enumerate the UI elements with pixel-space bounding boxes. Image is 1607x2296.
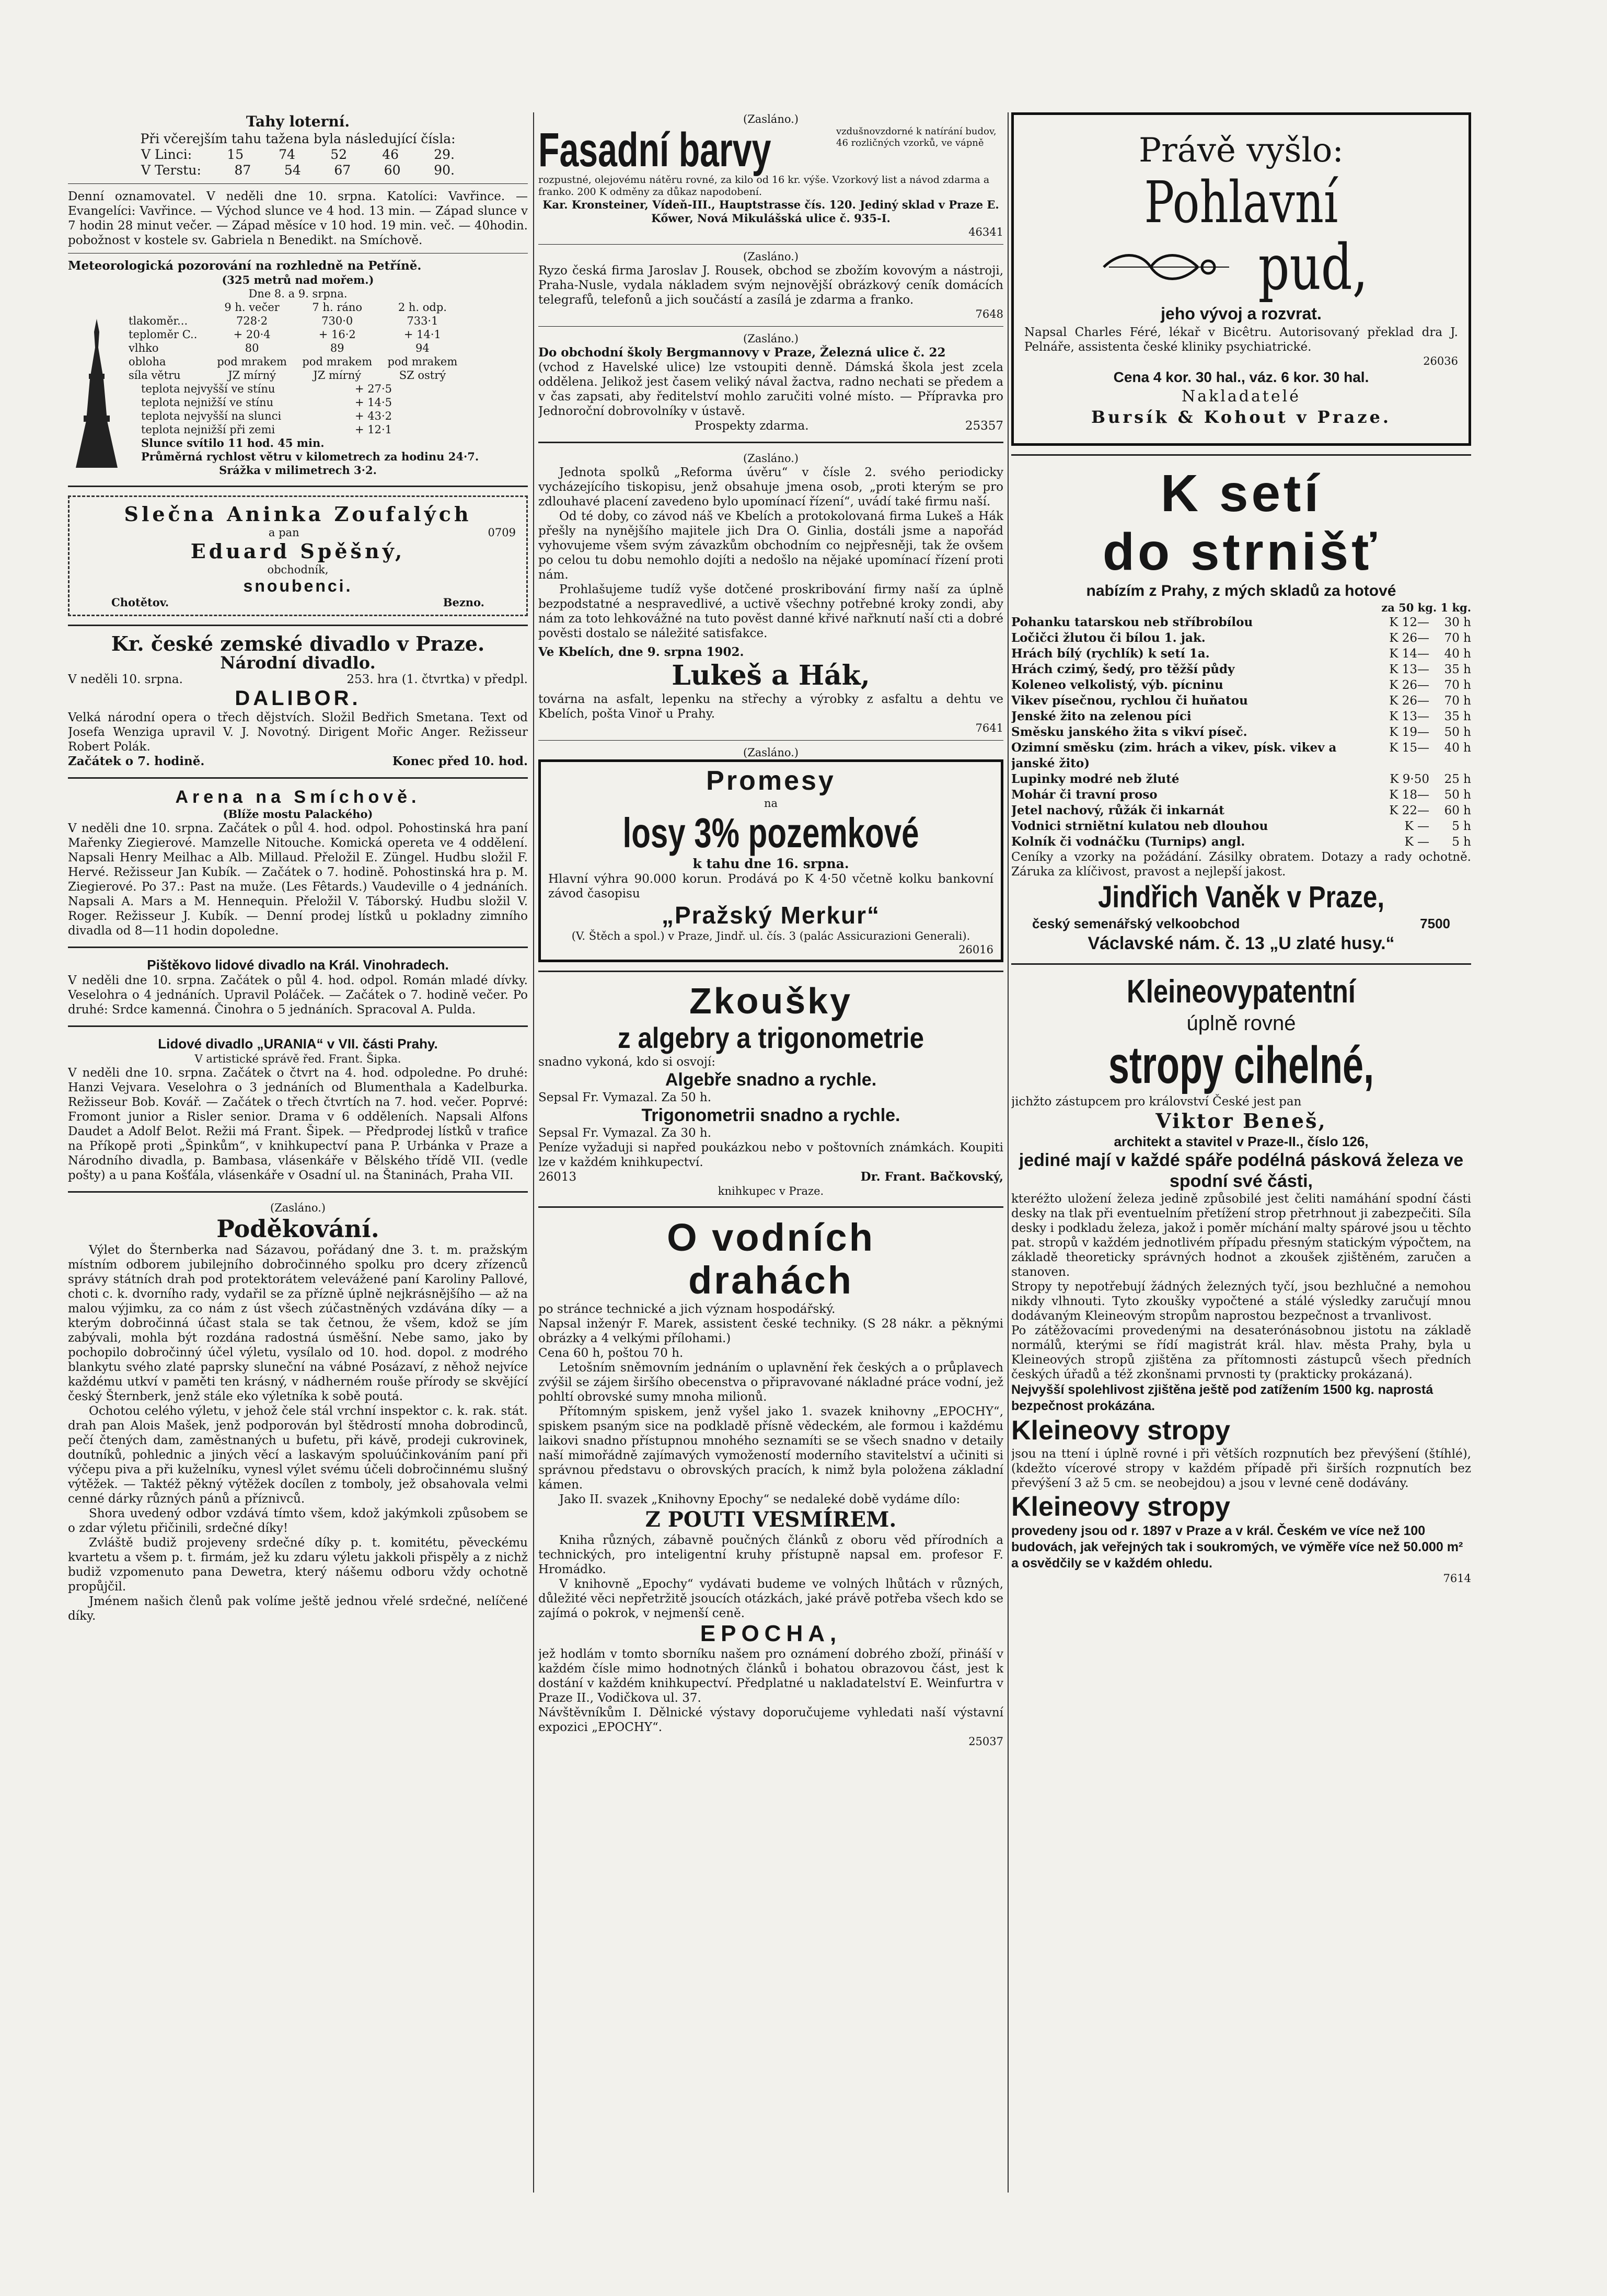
promesy-ad bbox=[538, 759, 1003, 962]
reforma-label: (Zasláno.) bbox=[743, 452, 799, 465]
price-value: K 14— bbox=[1389, 647, 1429, 661]
facade-num: 46341 bbox=[968, 226, 1003, 238]
promesy-firm: „Pražský Merkur“ bbox=[661, 902, 881, 929]
thanks-body: Výlet do Šternberka nad Sázavou, pořádaný dne 3. t. m. pražským místním odborem jubilejního dobročinného spolku pro dcery zřízenců správy státních drah pod protektorátem velevážené paní Karoliny Pallové, choti c. k. dvorního rady, vydařil se za přízně úplně nejkrásnějšího — až na malou výjimku, za co nám z úst všech zúčastněných vzdávána díky — a kterým dobročinná účast stala se tak četnou, že všem, kdož se jím zabývali, mohla být rozdána radostná úsměšní. Nebe samo, jako by pochopilo dobročinný účel výletu, vysílalo od 10. hod. dopol. z modrého blankytu svého zlaté paprsky sluneční na vábné Posázaví, z něhož nejvíce každému utkví v paměti ten krásný, v nádherném rouše přírody se skvějící český Šternberk, jenž stále eko výletníka k sobě poutá. bbox=[68, 1243, 528, 1403]
engagement-bride: Slečna Aninka Zoufalých bbox=[124, 502, 472, 526]
price-value: K 13— bbox=[1389, 663, 1429, 676]
lottery-num: 52 bbox=[330, 147, 348, 162]
ornament-icon bbox=[1099, 246, 1234, 290]
lottery-num: 90. bbox=[434, 163, 455, 178]
price-unit: 50 h bbox=[1444, 788, 1471, 802]
vodni-price: Cena 60 h, poštou 70 h. bbox=[538, 1346, 684, 1360]
thanks-body: Zvláště budiž projeveny srdečné díky p. t. komitétu, pěveckému kvartetu a všem p. t. firmám, jež ku zdaru výletu jakkoli přispěly a z nichž budiž vzpomenuto pana Dewetra, který nášemu odboru vždy ochotně propůjčil. bbox=[68, 1536, 528, 1594]
price-item: Hrách bílý (rychlík) k setí 1a. bbox=[1011, 647, 1210, 661]
promesy-price: Hlavní výhra 90.000 korun. Prodává po K 4·50 včetně kolku bankovní závod časopisu bbox=[548, 872, 993, 901]
price-row bbox=[1011, 693, 1471, 709]
pohlavni-sub: jeho vývoj a rozvrat. bbox=[1161, 304, 1322, 323]
weather-value: 80 bbox=[245, 342, 259, 354]
price-value: K 26— bbox=[1389, 631, 1429, 645]
lottery-city: V Linci: bbox=[141, 147, 192, 162]
urania-body: V neděli dne 10. srpna. Začátek o čtvrt na 4. hod. odpoledne. Po druhé: Hanzi Vejvara. Veselohra o 3 jednáních od Blumenthala a Kadelburka. Režisseur Bob. Kovář. — Začátek o třech čtvrtích na 7. hod. večer. Poprvé: Fromont junior a Risler senior. Drama v 6 odděleních. Napsali Alfons Daudet a Adolf Belot. Režii má Frant. Šipek. — Předprodej lístků v trafice na Příkopě proti „Špinkům“, v knihkupectví pana P. Urbánka v Praze a Národního divadla, p. Bambasa, vlásenkáře v Bělského třídě VII. (vedle pošty) a u pana Košťála, vlásenkáře v Osadní ul. na Štaninách, Praha VII. bbox=[68, 1066, 528, 1182]
promesy-title: Promesy bbox=[706, 766, 836, 796]
seti-price-list bbox=[1011, 615, 1471, 850]
pohlavni-heading: Právě vyšlo: bbox=[1139, 131, 1344, 170]
price-item: Mohár či travní proso bbox=[1011, 788, 1158, 802]
price-row bbox=[1011, 803, 1471, 818]
price-row bbox=[1011, 630, 1471, 646]
zkousky-num: 26013 bbox=[538, 1170, 577, 1184]
column-rule bbox=[533, 112, 534, 2193]
kleine-h5: Kleineovy stropy bbox=[1011, 1492, 1231, 1522]
engagement-place: Bezno. bbox=[443, 596, 484, 609]
weather-row-label: vlhko bbox=[129, 342, 159, 354]
pohlavni-pub: Nakladatelé bbox=[1181, 387, 1301, 406]
price-row bbox=[1011, 709, 1471, 724]
lottery-num: 46 bbox=[382, 147, 399, 162]
promesy-addr: (V. Štěch a spol.) v Praze, Jindř. ul. čís. 3 (palác Assicurazioni Generali). bbox=[571, 930, 970, 942]
price-unit: 50 h bbox=[1444, 725, 1471, 739]
pistek-title: Pištěkovo lidové divadlo na Král. Vinohradech. bbox=[147, 957, 449, 973]
promesy-draw: k tahu dne 16. srpna. bbox=[692, 856, 849, 871]
arena-subtitle: (Blíže mostu Palackého) bbox=[223, 807, 373, 821]
vodni-epocha: EPOCHA, bbox=[700, 1621, 842, 1646]
arena-title: Arena na Smíchově. bbox=[175, 787, 421, 807]
price-value: K 22— bbox=[1389, 804, 1429, 817]
price-item: Ozimní směsku (zim. hrách a vikev, písk. vikev a janské žito) bbox=[1011, 741, 1337, 770]
thanks-body: Ochotou celého výletu, v jehož čele stál vrchní inspektor c. k. rak. stát. drah pan Alois Mašek, jenž podporován byl štědrostí mnoha dobrodinců, pečí čtených dam, zaměstnaných u bufetu, při kávě, prodeji cukrovinek, doutníků, pohlednic a jiných věcí a laskavým spoluúčinkováním paní při výčepu piva a při kuželníku, vynesl výlet svému účeli dobročinnému slušný výtěžek. — Taktéž pěkný výtěžek docílen z tomboly, jež obsahovala velmi cenné dárky různých pánů a příznivců. bbox=[68, 1404, 528, 1506]
school-num: 25357 bbox=[965, 419, 1003, 433]
price-item: Lupinky modré neb žluté bbox=[1011, 772, 1180, 786]
school-label: (Zasláno.) bbox=[743, 332, 799, 345]
seti-title: do strnišť bbox=[1102, 523, 1380, 581]
price-unit: 25 h bbox=[1444, 772, 1471, 786]
thanks-label: (Zasláno.) bbox=[270, 1202, 326, 1214]
vodni-pouti: Z POUTI VESMÍREM. bbox=[645, 1507, 897, 1532]
column-right bbox=[1011, 112, 1471, 2193]
weather-stat-value: + 12·1 bbox=[354, 423, 392, 436]
pohlavni-ad bbox=[1011, 112, 1471, 446]
price-item: Hrách czimý, šedý, pro těžší půdy bbox=[1011, 662, 1235, 676]
lottery-num: 54 bbox=[284, 163, 301, 178]
weather-wind: Průměrná rychlost větru v kilometrech za hodinu 24·7. bbox=[141, 450, 479, 463]
theater-subtitle: Národní divadlo. bbox=[220, 653, 376, 673]
price-value: K 26— bbox=[1389, 678, 1429, 692]
seti-foot: Ceníky a vzorky na požádání. Zásilky obratem. Dotazy a rady ochotně. Záruka za klíčivost, pravost a nejlepší jakost. bbox=[1011, 850, 1471, 879]
weather-row-label: tlakoměr... bbox=[129, 315, 188, 327]
column-left bbox=[68, 112, 528, 2193]
facade-contact: Kar. Kronsteiner, Vídeň-III., Hauptstrasse čís. 120. Jediný sklad v Praze E. Kőwer, Nová Mikulášská ulice č. 935-I. bbox=[542, 198, 999, 225]
weather-sun: Slunce svítilo 11 hod. 45 min. bbox=[141, 436, 325, 449]
vodni-sub: po stránce technické a jich význam hospodářský. bbox=[538, 1302, 836, 1316]
lottery-intro: Při včerejším tahu tažena byla následující čísla: bbox=[140, 131, 456, 146]
vodni-title: drahách bbox=[688, 1259, 853, 1302]
seti-title: K setí bbox=[1160, 464, 1322, 523]
price-value: K 26— bbox=[1389, 694, 1429, 708]
lottery-num: 15 bbox=[227, 147, 244, 162]
zkousky-title: Zkoušky bbox=[689, 980, 852, 1021]
price-unit: 30 h bbox=[1444, 616, 1471, 629]
reforma-body: Jednota spolků „Reforma úvěru“ v čísle 2. svého periodicky vycházejícího tiskopisu, jenž obsahuje jmena osob, „proti kterým se pro zdlouhavé placení zavedeno bylo upomínací řízení“, uvádí také firmu naší. bbox=[538, 466, 1003, 509]
weather-stat-label: teplota nejvyšší na slunci bbox=[141, 410, 282, 422]
price-row bbox=[1011, 724, 1471, 740]
lottery-num: 74 bbox=[279, 147, 296, 162]
weather-stat-value: + 14·5 bbox=[354, 396, 392, 409]
weather-stat-label: teplota nejnižší ve stínu bbox=[141, 396, 274, 409]
kleine-name-role: architekt a stavitel v Praze-II., číslo 126, bbox=[1114, 1134, 1369, 1149]
kleine-big: stropy cihelné, bbox=[1108, 1036, 1374, 1094]
vodni-num: 25037 bbox=[968, 1735, 1003, 1748]
engagement-groom: Eduard Spěšný, bbox=[190, 539, 406, 563]
vodni-body: V knihovně „Epochy“ vydávati budeme ve volných lhůtách v různých, důležité věci nepřetržitě jsoucích otázkách, jaké právě potřeba všech kdo se zajímá o pokrok, v nejmenší ceně. bbox=[538, 1577, 1003, 1620]
reforma-firm: Lukeš a Hák, bbox=[672, 660, 870, 691]
weather-value: 733·1 bbox=[407, 315, 438, 327]
vodni-author: Napsal inženýr F. Marek, assistent české techniky. (S 28 nákr. a pěknými obrázky a 4 velkými přílohami.) bbox=[538, 1317, 1003, 1345]
kleine-body: Po zátěžovacími provedenými na desaterónásobnou jistotu na základě normálů, kterými se řídí magistrát král. hlav. města Prahy, byla u Kleineových stropů zjištěna za přítomnosti zástupců všech předních českých úřadů a též zkonšnami prvnosti ty (prakticky prokázaná). bbox=[1011, 1324, 1471, 1381]
urania-title: Lidové divadlo „URANIA“ v VII. části Prahy. bbox=[158, 1036, 438, 1052]
price-row bbox=[1011, 787, 1471, 803]
rousek-label: (Zasláno.) bbox=[743, 250, 799, 263]
lottery-num: 87 bbox=[234, 163, 251, 178]
zkousky-line: snadno vykoná, kdo si osvojí: bbox=[538, 1055, 715, 1069]
vodni-body: jež hodlám v tomto sborníku našem pro oznámení dobrého zboží, přináší v každém čísle mimo hodnotných článků i bohatou obrazovou část, jest k dostání v každém knihkupectví. Předplatné u nakladatelství E. Weinfurtra v Praze II., Vodičkova ul. 37. bbox=[538, 1647, 1003, 1705]
promesy-label: (Zasláno.) bbox=[743, 746, 799, 759]
zkousky-author-role: knihkupec v Praze. bbox=[718, 1185, 824, 1197]
weather-value: pod mrakem bbox=[302, 355, 373, 368]
weather-col-header: 9 h. večer bbox=[224, 301, 280, 314]
reforma-sub: továrna na asfalt, lepenku na střechy a výrobky z asfaltu a dehtu ve Kbelích, pošta Vinoř u Prahy. bbox=[538, 693, 1003, 721]
kleine-name: Viktor Beneš, bbox=[1155, 1109, 1327, 1133]
zkousky-author: Dr. Frant. Bačkovský, bbox=[860, 1170, 1003, 1184]
arena-body: V neděli dne 10. srpna. Začátek o půl 4. hod. odpol. Pohostinská hra paní Mařenky Ziegierové. Mamzelle Nitouche. Komická opereta ve 4 oddělení. Napsali Henry Meilhac a Alb. Millaud. Přeložil E. Züngel. Hudbu složil F. Hervé. Režisseur Jan Kubík. — Začátek o 7. hodině. Pohostinská hra p. M. Ziegierové. Po 37.: Past na muže. (Les Fêtards.) Vaudeville o 4 jednáních. Napsali A. Mars a M. Hennequin. Přeložil V. Táborský. Hudbu složil V. Roger. Režisseur J. Kubík. — Denní prodej lístků u pokladny zimního divadla od 8—11 hodin dopoledne. bbox=[68, 822, 528, 938]
theater-end: Konec před 10. hod. bbox=[392, 754, 528, 768]
zkousky-body: Peníze vyžaduji si napřed poukázkou nebo v poštovních známkách. Koupiti lze v každém knihkupectví. bbox=[538, 1141, 1003, 1169]
lottery-city: V Terstu: bbox=[141, 163, 201, 178]
promesy-big: losy 3% pozemkové bbox=[622, 810, 919, 856]
weather-value: + 14·1 bbox=[403, 328, 441, 341]
weather-title: Meteorologická pozorování na rozhledně na Petříně. bbox=[68, 259, 422, 273]
daily-notice: Denní oznamovatel. V neděli dne 10. srpna. Katolíci: Vavřince. — Evangelíci: Vavřince. — Východ slunce ve 4 hod. 13 min. — Západ slunce v 7 hodin 28 minut večer. — Západ měsíce v 10 hod. 19 min. več. — 40hodin. pobožnost v kostele sv. Gabriela n Benedikt. na Smíchově. bbox=[68, 190, 528, 247]
kleine-highlight: jediné mají v každé spáře podélná pásková železa ve spodní své části, bbox=[1019, 1150, 1464, 1191]
engagement-place: Chotětov. bbox=[111, 596, 169, 609]
price-value: K — bbox=[1404, 835, 1429, 849]
price-unit: 5 h bbox=[1452, 820, 1471, 833]
facade-label: (Zasláno.) bbox=[743, 113, 799, 125]
price-row bbox=[1011, 740, 1471, 771]
price-item: Vikev písečnou, rychlou či huňatou bbox=[1011, 694, 1248, 708]
seti-addr: Václavské nám. č. 13 „U zlaté husy.“ bbox=[1088, 933, 1395, 953]
rousek-num: 7648 bbox=[975, 308, 1003, 320]
kleine-body: kteréžto uložení železa jedině způsobilé jest čeliti namáhání spodní části desky na tlak při eventuelním přetížení strop přetrhnout ji zabezpečiti. Síla desky i podkladu železa, jakož i poměr míchání malty spárové jsou u těchto pat. stropů v každém jednotlivém případu přesným statickým výpočtem, na základě theoreticky správných hodnot a zkoušek zjištěném, zaručen a stanoven. bbox=[1011, 1192, 1471, 1279]
price-value: K 9·50 bbox=[1390, 772, 1429, 786]
theater-play: DALIBOR. bbox=[235, 687, 361, 710]
pohlavni-price: Cena 4 kor. 30 hal., váz. 6 kor. 30 hal. bbox=[1113, 369, 1369, 385]
lottery-title: Tahy loterní. bbox=[246, 113, 350, 130]
thanks-body: Shora uvedený odbor vzdává tímto všem, kdož jakýmkoli způsobem se o zdar výletu přičinili, srdečné díky! bbox=[68, 1507, 528, 1535]
price-unit: 70 h bbox=[1444, 694, 1471, 708]
kleine-body: jsou na ttení i úplně rovné i při větších rozpnutích bez převýšení (štíhlé), (kdežto vícerové stropy v každém případě při širších rozpnutích bez převýšení 3 až 5 cm. se neobejdou) a jsou v levné ceně dodávány. bbox=[1011, 1447, 1471, 1490]
price-unit: 70 h bbox=[1444, 678, 1471, 692]
vodni-body: Jako II. svazek „Knihovny Epochy“ se nedaleké době vydáme dílo: bbox=[559, 1493, 961, 1506]
theater-title: Kr. české zemské divadlo v Praze. bbox=[111, 632, 485, 655]
zkousky-line: Sepsal Fr. Vymazal. Za 50 h. bbox=[538, 1091, 712, 1104]
kleine-sub: úplně rovné bbox=[1186, 1012, 1296, 1035]
weather-value: pod mrakem bbox=[387, 355, 458, 368]
price-item: Koleneo velkolistý, výb. pícninu bbox=[1011, 678, 1223, 692]
vodni-body: Návštěvníkům I. Dělnické výstavy doporučujeme vyhledati naší výstavní expozici „EPOCHY“. bbox=[538, 1706, 1003, 1734]
price-unit: 35 h bbox=[1444, 663, 1471, 676]
reforma-body: Prohlašujeme tudíž vyše dotčené proskribování firmy naší za úplně bezpodstatné a nespravedlivé, a uctivě všechny potřebné kroky zondi, aby nám za toto lehkovážné na tuto pověst danné křivé nařknutí naší cti a dobré pověsti dostalo se náležité satisfakce. bbox=[538, 583, 1003, 640]
price-item: Jetel nachový, růžák či inkarnát bbox=[1011, 803, 1224, 817]
school-body: (vchod z Havelské ulice) lze vstoupiti denně. Dámská škola jest zcela oddělena. Jelikož jest časem veliký nával žactva, radno nechati se předem a v čas zapsati, aby ředitelství mohlo zaručiti volné místo. — Přípravka pro Jednoroční dobrovolníky v ústavě. bbox=[538, 361, 1003, 418]
facade-title: Fasadní barvy bbox=[538, 123, 771, 177]
engagement-heading: snoubenci. bbox=[243, 576, 353, 595]
price-value: K 19— bbox=[1389, 725, 1429, 739]
weather-stat-label: teplota nejvyšší ve stínu bbox=[141, 383, 275, 395]
pohlavni-title: Pohlavní bbox=[1144, 169, 1338, 236]
facade-side: vzdušnovzdorné k natírání budov, 46 rozličných vzorků, ve vápně bbox=[836, 126, 997, 148]
lottery-num: 60 bbox=[384, 163, 401, 178]
thanks-body: Jménem našich členů pak volíme ještě jednou vřelé srdečné, nelíčené díky. bbox=[68, 1595, 528, 1623]
pohlavni-num: 26036 bbox=[1423, 355, 1458, 367]
price-row bbox=[1011, 646, 1471, 662]
price-value: K 18— bbox=[1389, 788, 1429, 802]
weather-rain: Srážka v milimetrech 3·2. bbox=[219, 464, 377, 477]
weather-col-header: 7 h. ráno bbox=[312, 301, 363, 314]
engagement-notice bbox=[68, 495, 528, 616]
kleine-title: Kleineovypatentní bbox=[1127, 974, 1356, 1010]
price-row bbox=[1011, 662, 1471, 677]
price-value: K — bbox=[1404, 820, 1429, 833]
weather-elevation: (325 metrů nad mořem.) bbox=[222, 273, 374, 286]
price-unit: 40 h bbox=[1444, 647, 1471, 661]
price-item: Ločičci žlutou či bílou 1. jak. bbox=[1011, 631, 1206, 645]
seti-intro: nabízím z Prahy, z mých skladů za hotové bbox=[1086, 582, 1396, 599]
kleine-h4: Kleineovy stropy bbox=[1011, 1415, 1231, 1446]
price-value: K 13— bbox=[1389, 710, 1429, 723]
lottery-num: 29. bbox=[434, 147, 455, 162]
price-unit: 70 h bbox=[1444, 631, 1471, 645]
weather-col-header: 2 h. odp. bbox=[398, 301, 447, 314]
vodni-title: O vodních bbox=[667, 1216, 875, 1259]
price-value: K 12— bbox=[1389, 616, 1429, 629]
vodni-body: Letošním sněmovním jednáním o uplavnění řek českých a o průplavech zvýšil se zájem širšího obecenstva o připravované nákladné práce vodní, jež pohltí obrovské sumy mnoha milionů. bbox=[538, 1361, 1003, 1404]
reforma-num: 7641 bbox=[975, 722, 1003, 734]
column-rule bbox=[1008, 112, 1009, 2193]
price-item: Vodnici strniětní kulatou neb dlouhou bbox=[1011, 819, 1268, 833]
zkousky-book: Trigonometrii snadno a rychle. bbox=[641, 1105, 900, 1125]
weather-value: JZ mírný bbox=[313, 369, 362, 382]
price-item: Směsku janského žita s vikví píseč. bbox=[1011, 725, 1247, 739]
promesy-num: 26016 bbox=[958, 943, 993, 956]
theater-start: Začátek o 7. hodině. bbox=[68, 754, 205, 768]
pohlavni-pub-name: Bursík & Kohout v Praze. bbox=[1091, 407, 1391, 427]
price-item: Pohanku tatarskou neb stříbrobílou bbox=[1011, 615, 1253, 629]
vodni-body: Kniha různých, zábavně poučných článků z oboru věd přírodních a technických, pro inteligentní kruhy přístupně napsal em. profesor F. Hromádko. bbox=[538, 1533, 1003, 1576]
pistek-body: V neděli dne 10. srpna. Začátek o půl 4. hod. odpol. Román mladé dívky. Veselohra o 4 jednáních. Upravil Poláček. — Začátek o 7. hodině večer. Po druhé: Srdce kamenná. Činohra o 5 jednáních. Spracoval A. Pulda. bbox=[68, 974, 528, 1017]
price-unit: 5 h bbox=[1452, 835, 1471, 849]
weather-table bbox=[125, 301, 465, 382]
pohlavni-title-2: pud, bbox=[1258, 232, 1368, 304]
kleine-body: Nejvyšší spolehlivost zjištěna ještě pod zatížením 1500 kg. naprostá bezpečnost prokázána. bbox=[1011, 1382, 1433, 1413]
weather-value: SZ ostrý bbox=[399, 369, 446, 382]
vodni-body: Přítomným spiskem, jenž vyšel jako 1. svazek knihovny „EPOCHY“, spiskem psaným sice na podkladě přísně vědeckém, ale formou i každému laikovi snadno přístupnou mnohého seznamíti se se všech snadno v detaily naší mimořádně zajímavých vymožeností moderního stavitelství a učiniti si správnou představu o obrovských pracích, k nimž byla položena základní kámen. bbox=[538, 1405, 1003, 1492]
zkousky-book: Algebře snadno a rychle. bbox=[665, 1070, 877, 1090]
zkousky-line: Sepsal Fr. Vymazal. Za 30 h. bbox=[538, 1126, 712, 1140]
price-unit: 35 h bbox=[1444, 710, 1471, 723]
price-row bbox=[1011, 615, 1471, 630]
kleine-body: Stropy ty nepotřebují žádných železných tyčí, jsou bezhlučné a nemohou nikdy vlhnouti. Tyto zkoušky vypočtené a stálé výsledky zaručují mnou dodávaným Kleineovým stropům naprostou bezpečnost a trvanlivost. bbox=[1011, 1280, 1471, 1323]
reforma-body: Od té doby, co závod náš ve Kbelích a protokolovaná firma Lukeš a Hák přešly na nynějšího majitele jich Dra O. Ginlia, dostáli jsme a napořád vyhovujeme všem svým závazkům obchodním co nejpřesněji, tak že ovšem po celou tu dobu nemohlo dojíti a nedošlo na nějaké upomínací řízení proti nám. bbox=[538, 510, 1003, 582]
theater-perf: 253. hra (1. čtvrtka) v předpl. bbox=[346, 673, 528, 686]
school-prospects: Prospekty zdarma. bbox=[695, 419, 809, 433]
tower-illustration bbox=[68, 316, 125, 473]
price-row bbox=[1011, 771, 1471, 787]
price-unit: 40 h bbox=[1444, 741, 1471, 755]
thanks-title: Poděkování. bbox=[216, 1215, 379, 1243]
engagement-pan: a pan bbox=[268, 526, 299, 539]
seti-firm-role: český semenářský velkoobchod bbox=[1032, 916, 1240, 931]
weather-stat-value: + 27·5 bbox=[354, 383, 392, 395]
price-row bbox=[1011, 818, 1471, 834]
kleine-rep: jichžto zástupcem pro království České jest pan bbox=[1011, 1095, 1302, 1109]
seti-firm: Jindřich Vaněk v Praze, bbox=[1097, 880, 1385, 914]
weather-value: pod mrakem bbox=[217, 355, 287, 368]
weather-value: + 16·2 bbox=[318, 328, 356, 341]
seti-num: 7500 bbox=[1420, 916, 1450, 931]
engagement-num: 0709 bbox=[488, 526, 516, 539]
weather-stat-value: + 43·2 bbox=[354, 410, 392, 422]
price-row bbox=[1011, 834, 1471, 850]
school-title: Do obchodní školy Bergmannovy v Praze, Železná ulice č. 22 bbox=[538, 345, 946, 360]
reforma-place: Ve Kbelích, dne 9. srpna 1902. bbox=[538, 645, 744, 659]
price-row bbox=[1011, 677, 1471, 693]
price-item: Jenské žito na zelenou píci bbox=[1011, 709, 1192, 723]
weather-value: + 20·4 bbox=[233, 328, 271, 341]
weather-value: 730·0 bbox=[321, 315, 353, 327]
weather-value: JZ mírný bbox=[228, 369, 276, 382]
column-middle bbox=[538, 112, 1003, 2193]
pohlavni-body: Napsal Charles Féré, lékař v Bicêtru. Autorisovaný překlad dra J. Pelnáře, assistenta české kliniky psychiatrické. bbox=[1024, 326, 1458, 354]
theater-date: V neděli 10. srpna. bbox=[68, 673, 183, 686]
rousek-body: Ryzo česká firma Jaroslav J. Rousek, obchod se zbožím kovovým a nástroji, Praha-Nusle, vydala nákladem svým nejnovější obrázkový ceník domácích telegrafů, telefonů a jich součástí a zasílá je zdarma a franko. bbox=[538, 264, 1003, 307]
zkousky-sub: z algebry a trigonometrie bbox=[617, 1021, 924, 1054]
weather-dates: Dne 8. a 9. srpna. bbox=[248, 287, 348, 300]
weather-row-label: síla větru bbox=[129, 369, 181, 382]
seti-unit: za 50 kg. 1 kg. bbox=[1381, 601, 1471, 614]
facade-body: rozpustné, olejovému nátěru rovné, za kilo od 16 kr. výše. Vzorkový list a návod zdarma a franko. 200 K odměny za důkaz napodobení. bbox=[538, 174, 990, 198]
price-item: Kolník či vodnáčku (Turnips) angl. bbox=[1011, 835, 1245, 849]
weather-value: 89 bbox=[330, 342, 344, 354]
lottery-section bbox=[68, 112, 528, 178]
weather-stat-label: teplota nejnižší při zemi bbox=[141, 423, 275, 436]
weather-value: 94 bbox=[415, 342, 430, 354]
price-unit: 60 h bbox=[1444, 804, 1471, 817]
weather-row-label: obloha bbox=[129, 355, 166, 368]
theater-body: Velká národní opera o třech dějstvích. Složil Bedřich Smetana. Text od Josefa Wenziga upravil V. J. Novotný. Dirigent Mořic Anger. Režisseur Robert Polák. bbox=[68, 711, 528, 754]
price-value: K 15— bbox=[1389, 741, 1429, 755]
weather-section bbox=[68, 259, 528, 477]
urania-subtitle: V artistické správě řed. Frant. Šipka. bbox=[194, 1053, 401, 1065]
weather-row-label: teploměr C.. bbox=[129, 328, 198, 341]
kleine-num: 7614 bbox=[1443, 1572, 1471, 1585]
engagement-job: obchodník, bbox=[267, 563, 329, 576]
promesy-na: na bbox=[764, 797, 778, 810]
kleine-body: provedeny jsou od r. 1897 v Praze a v král. Českém ve více než 100 budovách, jak veřejných tak i soukromých, ve výměře více než 50.000 m² a osvědčily se v každém ohledu. bbox=[1011, 1524, 1463, 1571]
weather-value: 728·2 bbox=[236, 315, 268, 327]
lottery-num: 67 bbox=[334, 163, 351, 178]
